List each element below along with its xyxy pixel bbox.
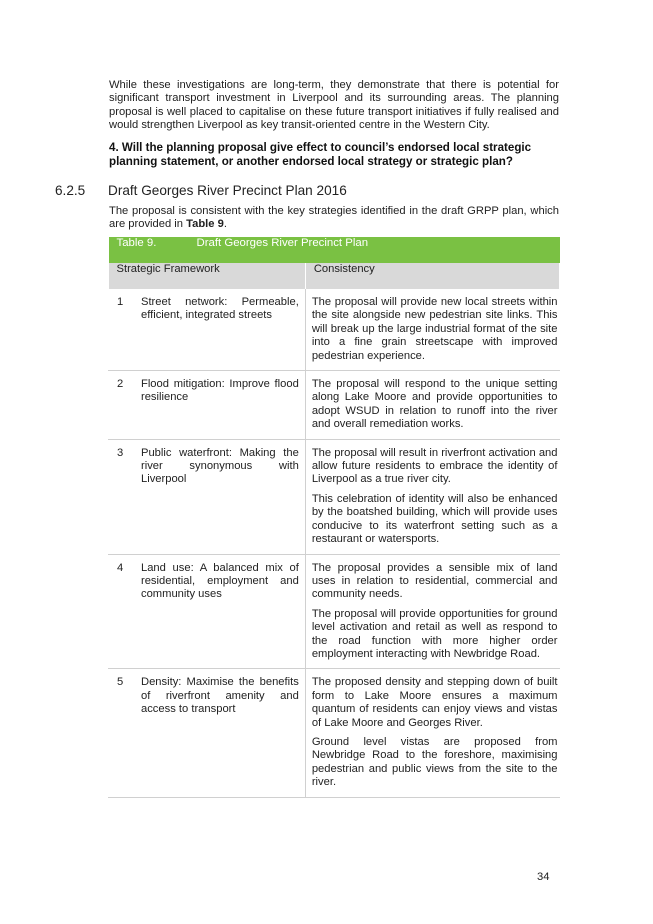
body-paragraph: While these investigations are long-term, they demonstrate that there is potential for significant transport investment in Liverpool and its surrounding areas. The planning proposal is well placed to capitalise on these future transport initiatives if fully realised and would strengthen Liverpool as key transit-oriented centre in the Western City. bbox=[109, 79, 559, 132]
row-framework: Land use: A balanced mix of residential, employment and community uses bbox=[135, 554, 305, 669]
consistency-paragraph: The proposal will respond to the unique setting along Lake Moore and provide opportunities to adopt WSUD in relation to runoff into the river and overall remediation works. bbox=[311, 378, 558, 431]
question-heading: 4. Will the planning proposal give effect to council’s endorsed local strategic planning statement, or another endorsed local strategy or strategic plan? bbox=[109, 141, 532, 168]
intro-text: The proposal is consistent with the key strategies identified in the draft GRPP plan, which are provided in bbox=[109, 205, 559, 231]
table-caption bbox=[109, 237, 560, 263]
consistency-paragraph: The proposal will provide new local streets within the site alongside new pedestrian site links. This will break up the large industrial format of the site into a fine grain streetscape with improved pedestrian experience. bbox=[311, 296, 558, 362]
table-row bbox=[109, 554, 560, 669]
row-framework: Public waterfront: Making the river synonymous with Liverpool bbox=[135, 439, 305, 554]
consistency-paragraph: The proposal provides a sensible mix of land uses in relation to residential, commercial and community needs. bbox=[311, 561, 558, 601]
row-consistency bbox=[305, 371, 559, 440]
row-consistency bbox=[305, 554, 559, 669]
consistency-paragraph: The proposal will provide opportunities for ground level activation and retail as well as respond to the road function with more higher order employment interacting with Newbridge Road. bbox=[311, 607, 558, 660]
row-index: 3 bbox=[109, 439, 135, 554]
section-heading bbox=[55, 183, 555, 199]
row-consistency bbox=[305, 439, 559, 554]
section-number: 6.2.5 bbox=[55, 183, 86, 198]
header-consistency: Consistency bbox=[305, 263, 559, 289]
intro-end: . bbox=[223, 218, 227, 231]
grpp-table bbox=[108, 237, 560, 798]
table-row bbox=[109, 439, 560, 554]
section-title: Draft Georges River Precinct Plan 2016 bbox=[108, 183, 347, 198]
table-row bbox=[109, 371, 560, 440]
table-caption-title: Draft Georges River Precinct Plan bbox=[196, 237, 369, 249]
row-index: 1 bbox=[109, 289, 135, 371]
section-intro bbox=[109, 205, 559, 232]
row-index: 2 bbox=[109, 371, 135, 440]
row-consistency bbox=[305, 669, 559, 797]
table-caption-label: Table 9. bbox=[116, 237, 157, 249]
table-caption-row bbox=[109, 237, 560, 263]
row-framework: Density: Maximise the benefits of riverfront amenity and access to transport bbox=[135, 669, 305, 797]
row-index: 4 bbox=[109, 554, 135, 669]
consistency-paragraph: The proposal will result in riverfront activation and allow future residents to embrace the identity of Liverpool as a true river city. bbox=[311, 446, 558, 486]
row-framework: Flood mitigation: Improve flood resilience bbox=[135, 371, 305, 440]
table-reference: Table 9 bbox=[186, 218, 224, 231]
table-row bbox=[109, 669, 560, 797]
consistency-paragraph: The proposed density and stepping down of built form to Lake Moore ensures a maximum quantum of residents can enjoy views and vistas of Lake Moore and Georges River. bbox=[311, 676, 558, 729]
consistency-paragraph: Ground level vistas are proposed from Newbridge Road to the foreshore, maximising pedestrian and public views from the site to the river. bbox=[311, 735, 558, 789]
page-number: 34 bbox=[537, 871, 550, 883]
table-row bbox=[109, 289, 560, 371]
table-body bbox=[109, 289, 560, 797]
consistency-paragraph: This celebration of identity will also be enhanced by the boatshed building, which will provide uses conducive to its waterfront setting such as a restaurant or watersports. bbox=[311, 492, 558, 546]
header-strategic-framework: Strategic Framework bbox=[109, 263, 306, 289]
table-header-row bbox=[109, 263, 560, 289]
row-index: 5 bbox=[109, 669, 135, 797]
row-consistency bbox=[305, 289, 559, 371]
row-framework: Street network: Permeable, efficient, integrated streets bbox=[135, 289, 305, 371]
